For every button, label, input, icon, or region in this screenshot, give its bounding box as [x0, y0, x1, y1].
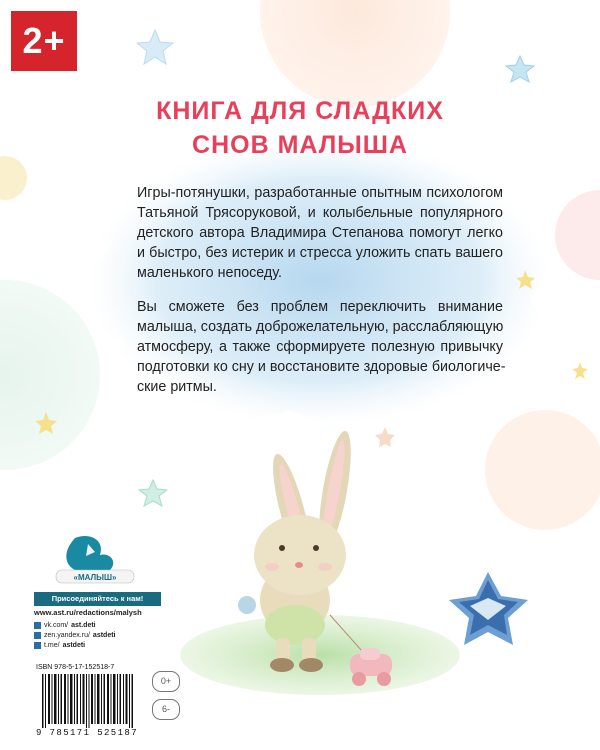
- text-line: Вы сможете без проблем переключить внимание: [137, 299, 503, 315]
- peach-circle: [485, 410, 600, 530]
- pink-circle: [555, 190, 600, 280]
- link-prefix: zen.yandex.ru/: [44, 632, 90, 639]
- barcode-block: [34, 662, 148, 738]
- title-line: СНОВ МАЛЫША: [192, 131, 408, 159]
- paragraph: [137, 297, 506, 397]
- publisher-website[interactable]: www.ast.ru/redactions/malysh: [34, 608, 142, 617]
- book-title: [0, 94, 600, 162]
- isbn-number: ISBN 978-5-17-152518-7: [36, 664, 115, 671]
- social-zen[interactable]: [34, 631, 115, 640]
- star-decoration: [139, 480, 167, 506]
- link-prefix: vk.com/: [44, 622, 69, 629]
- link-handle: ast.deti: [71, 622, 96, 629]
- vk-icon: [34, 622, 41, 629]
- text-line: атмосферу, а также сформируете полезную привычку: [137, 339, 503, 355]
- star-decoration: [137, 30, 173, 64]
- text-line: маленького непоседу.: [137, 265, 282, 281]
- paragraph: [137, 183, 503, 283]
- link-prefix: t.me/: [44, 642, 60, 649]
- star-decoration: [506, 56, 534, 82]
- mint-circle: [0, 280, 100, 470]
- yellow-circle: [0, 156, 27, 200]
- text-line: Игры-потянушки, разработанные опытным психологом: [137, 185, 503, 201]
- publisher-logo-text: «МАЛЫШ»: [73, 573, 117, 582]
- peach-circle: [260, 0, 450, 107]
- barcode-number: 9 785171 525187: [36, 728, 139, 738]
- link-handle: astdeti: [62, 642, 86, 649]
- star-decoration: [375, 427, 395, 447]
- age-rating-badge: 2+: [11, 11, 77, 71]
- text-line: и быстро, без истерик и стресса уложить спать вашего: [137, 245, 503, 261]
- text-line: Татьяной Трясоруковой, и колыбельные популярного: [137, 205, 503, 221]
- title-line: КНИГА ДЛЯ СЛАДКИХ: [156, 97, 444, 125]
- text-line: малыша, создать доброжелательную, расслабляющую: [137, 319, 504, 335]
- patterned-star: [449, 572, 528, 645]
- text-line: детского автора Владимира Степанова помогут легко: [137, 225, 503, 241]
- zen-icon: [34, 632, 41, 639]
- social-vk[interactable]: [34, 621, 96, 630]
- barcode-bars: [34, 662, 148, 738]
- link-handle: astdeti: [92, 632, 116, 639]
- telegram-icon: [34, 642, 41, 649]
- publisher-logo: [40, 530, 150, 590]
- description-text: [137, 183, 506, 411]
- publisher-join-banner: Присоединяйтесь к нам!: [34, 592, 161, 606]
- text-line: ские ритмы.: [137, 379, 217, 395]
- age-mark-badge: 0+: [152, 671, 180, 692]
- age-mark-badge: 6-: [152, 699, 180, 720]
- social-telegram[interactable]: [34, 641, 85, 650]
- text-line: подготовки ко сну и восстановите здоровые биологиче-: [137, 359, 506, 375]
